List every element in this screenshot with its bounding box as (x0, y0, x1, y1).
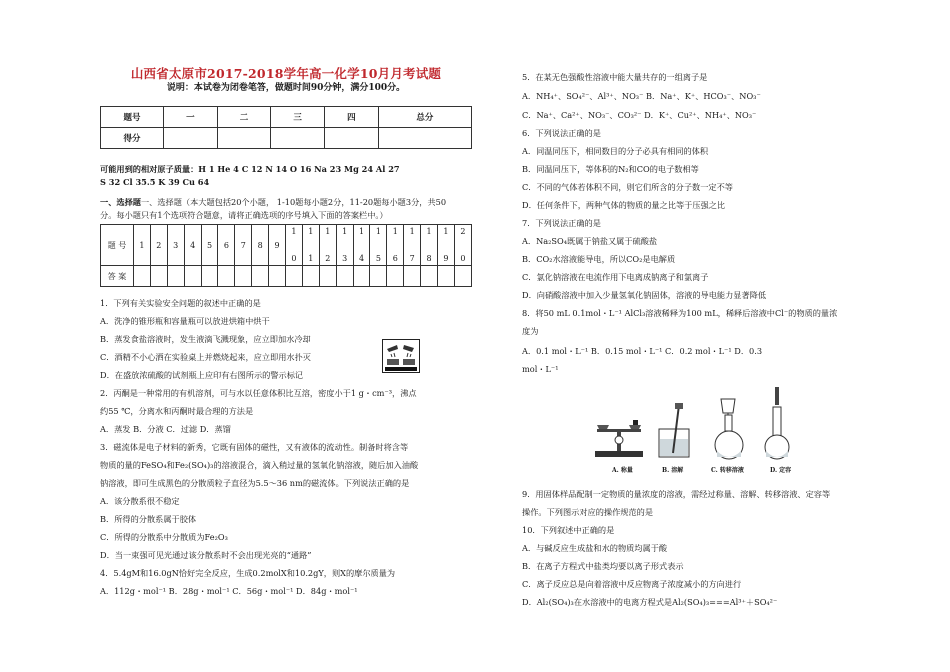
question-text-line: C．不同的气体若体积不同，则它们所含的分子数一定不等 (522, 182, 733, 192)
figure-label: B. 溶解 (662, 467, 684, 474)
figure-label: A. 称量 (612, 467, 633, 474)
question-text-line: 约55 ℃，分离水和丙酮时最合理的方法是 (100, 406, 254, 416)
question-text-line: C．离子反应总是向着溶液中反应物离子浓度减小的方向进行 (522, 579, 742, 589)
lab-operations-figure (593, 385, 801, 473)
score-header: 三 (271, 107, 325, 128)
question-text-line: 度为 (522, 326, 539, 336)
question-text-line: A．NH₄⁺、SO₄²⁻、Al³⁺、NO₃⁻ B．Na⁺、K⁺、HCO₃⁻、NO₃⁻ (522, 91, 761, 101)
question-text-line: A．同温同压下，相同数目的分子必具有相同的体积 (522, 146, 709, 156)
answer-q-digit: 9 (443, 254, 449, 263)
answer-q-number (336, 225, 353, 266)
question-text-line: D．Al₂(SO₄)₃在水溶液中的电离方程式是Al₂(SO₄)₃===Al³⁺＋SO₄²⁻ (522, 597, 778, 607)
question-text-line: A．Na₂SO₄既属于钠盐又属于硫酸盐 (522, 236, 658, 246)
question-text-line: D．任何条件下，两种气体的物质的量之比等于压强之比 (522, 200, 726, 210)
question-text-line: 1．下列有关实验安全问题的叙述中正确的是 (100, 298, 261, 308)
score-header: 总分 (378, 107, 471, 128)
question-text-line: A．112g・mol⁻¹ B．28g・mol⁻¹ C．56g・mol⁻¹ D．84g・mol⁻¹ (100, 586, 358, 596)
question-text-line: 9．用固体样品配制一定物质的量浓度的溶液，需经过称量、溶解、转移溶液、定容等 (522, 489, 831, 499)
question-text-line: A．0.1 mol・L⁻¹ B．0.15 mol・L⁻¹ C．0.2 mol・L⁻¹ D．0.3 (522, 346, 763, 356)
answer-q-digit: 1 (375, 227, 381, 236)
volumetric-flask-transfer-icon (715, 399, 743, 459)
question-text-line: 2．丙酮是一种常用的有机溶剂，可与水以任意体积比互溶，密度小于1 g・cm⁻³，沸点 (100, 388, 417, 398)
answer-q-number (353, 225, 370, 266)
answer-cell[interactable] (218, 266, 235, 287)
beaker-icon (659, 403, 689, 457)
answer-q-digit: 1 (392, 227, 398, 236)
answer-q-digit: 1 (308, 227, 314, 236)
question-text-line: C．Na⁺、Ca²⁺、NO₃⁻、CO₃²⁻ D．K⁺、Cu²⁺、NH₄⁺、NO₃⁻ (522, 110, 757, 120)
answer-q-digit: 1 (325, 227, 331, 236)
figure-label: D. 定容 (770, 467, 792, 474)
score-cell[interactable] (378, 128, 471, 149)
answer-cell[interactable] (252, 266, 269, 287)
answer-cell[interactable] (167, 266, 184, 287)
question-text-line: 操作。下列图示对应的操作规范的是 (522, 507, 654, 517)
answer-q-digit: 0 (460, 254, 466, 263)
question-text-line: mol・L⁻¹ (522, 364, 559, 374)
answer-cell[interactable] (319, 266, 336, 287)
question-text-line: B．CO₂水溶液能导电，所以CO₂是电解质 (522, 254, 676, 264)
answer-cell[interactable] (387, 266, 404, 287)
question-text-line: 7．下列说法正确的是 (522, 218, 601, 228)
question-text-line: 10．下列叙述中正确的是 (522, 525, 615, 535)
answer-q-number: 3 (167, 225, 184, 266)
question-text-line: 3．磁流体是电子材料的新秀，它既有固体的磁性，又有液体的流动性。制备时将含等 (100, 442, 409, 452)
page-title: 山西省太原市2017-2018学年高一化学10月月考试题 (130, 66, 442, 81)
answer-q-label: 题 号 (101, 225, 134, 266)
balance-icon (595, 420, 643, 457)
question-text-line: 6．下列说法正确的是 (522, 128, 601, 138)
answer-q-number: 6 (218, 225, 235, 266)
answer-cell[interactable] (336, 266, 353, 287)
answer-q-digit: 1 (409, 227, 415, 236)
answer-q-number: 4 (184, 225, 201, 266)
answer-q-number: 7 (235, 225, 252, 266)
question-text-line: C．氯化钠溶液在电流作用下电离成钠离子和氯离子 (522, 272, 709, 282)
answer-q-digit: 1 (308, 254, 314, 263)
answer-q-digit: 2 (325, 254, 331, 263)
answer-cell[interactable] (184, 266, 201, 287)
answer-q-number: 8 (252, 225, 269, 266)
question-text-line: A．该分散系很不稳定 (100, 496, 180, 506)
answer-q-digit: 1 (291, 227, 297, 236)
question-text-line: C．所得的分散系中分散质为Fe₂O₃ (100, 532, 228, 542)
answer-q-digit: 2 (460, 227, 466, 236)
score-cell[interactable] (164, 128, 218, 149)
question-text-line: A．与碱反应生成盐和水的物质均属于酸 (522, 543, 668, 553)
answer-q-number (370, 225, 387, 266)
answer-q-digit: 1 (342, 227, 348, 236)
answer-q-digit: 0 (291, 254, 297, 263)
answer-q-digit: 1 (358, 227, 365, 236)
answer-cell[interactable] (454, 266, 471, 287)
section-text: 分。每小题只有1个选项符合题意，请将正确选项的序号填入下面的答案栏中。） (100, 210, 388, 220)
score-header: 题号 (101, 107, 164, 128)
answer-cell[interactable] (269, 266, 286, 287)
answer-q-digit: 1 (443, 227, 449, 236)
question-text-line: 8．将50 mL 0.1mol・L⁻¹ AlCl₃溶液稀释为100 mL，稀释后溶液中Cl⁻的物质的量浓 (522, 308, 838, 318)
answer-q-number: 5 (201, 225, 218, 266)
score-cell[interactable] (325, 128, 379, 149)
question-text-line: A．蒸发 B．分液 C．过滤 D．蒸馏 (100, 424, 231, 434)
answer-q-number: 2 (150, 225, 167, 266)
question-text-line: B．同温同压下，等体积的N₂和CO的电子数相等 (522, 164, 699, 174)
question-text-line: D．当一束强可见光通过该分散系时不会出现光亮的“通路” (100, 550, 312, 560)
answer-q-digit: 7 (409, 254, 415, 263)
answer-q-digit: 6 (392, 254, 398, 263)
score-row-label: 得分 (101, 128, 164, 149)
answer-cell[interactable] (353, 266, 370, 287)
question-text-line: B．蒸发食盐溶液时，发生液滴飞溅现象，应立即加水冷却 (100, 334, 311, 344)
answer-q-digit: 5 (375, 254, 381, 263)
answer-cell[interactable] (404, 266, 421, 287)
answer-q-digit: 3 (342, 254, 348, 263)
answer-q-digit: 8 (426, 254, 432, 263)
question-text-line: 5．在某无色强酸性溶液中能大量共存的一组离子是 (522, 72, 708, 82)
score-header: 二 (217, 107, 271, 128)
section-text: 一、选择题（本大题包括20个小题， 1-10题每小题2分，11-20题每小题3分，共50 (140, 197, 447, 207)
exam-instructions: 说明：本试卷为闭卷笔答，做题时间90分钟，满分100分。 (166, 83, 406, 93)
question-text-line: 4．5.4gM和16.0gN恰好完全反应，生成0.2molX和10.2gY，则X的摩尔质量为 (100, 568, 396, 578)
answer-q-digit: 1 (426, 227, 432, 236)
score-cell[interactable] (217, 128, 271, 149)
answer-cell[interactable] (134, 266, 151, 287)
figure-label: C. 转移溶液 (711, 467, 744, 474)
section-heading: 一、选择题一、选择题（本大题包括20个小题， 1-10题每小题2分，11-20题每小题3分，共50 (100, 197, 447, 207)
answer-cell[interactable] (421, 266, 438, 287)
volumetric-flask-dropper-icon (765, 387, 789, 459)
answer-q-number (438, 225, 455, 266)
answer-cell[interactable] (286, 266, 303, 287)
question-text-line: B．在离子方程式中盐类均要以离子形式表示 (522, 561, 684, 571)
question-text-line: D．向硝酸溶液中加入少量氢氧化钠固体，溶液的导电能力显著降低 (522, 290, 767, 300)
answer-table (100, 224, 472, 287)
atomic-masses-line: S 32 Cl 35.5 K 39 Cu 64 (100, 177, 210, 187)
score-cell[interactable] (271, 128, 325, 149)
question-text-line: A．洗净的锥形瓶和容量瓶可以放进烘箱中烘干 (100, 316, 270, 326)
question-text-line: 物质的量的FeSO₄和Fe₂(SO₄)₃的溶液混合，滴入稍过量的氢氧化钠溶液，随后加入油酸 (100, 460, 419, 470)
answer-a-label: 答 案 (101, 266, 134, 287)
answer-cell[interactable] (438, 266, 455, 287)
answer-q-number (387, 225, 404, 266)
answer-q-number: 9 (269, 225, 286, 266)
answer-q-number (454, 225, 471, 266)
question-text-line: 钠溶液，即可生成黑色的分散质粒子直径为5.5～36 nm的磁流体。下列说法正确的是 (100, 478, 410, 488)
question-text-line: D．在盛放浓硫酸的试剂瓶上应印有右图所示的警示标记 (100, 370, 304, 380)
answer-q-number (404, 225, 421, 266)
answer-cell[interactable] (150, 266, 167, 287)
answer-cell[interactable] (201, 266, 218, 287)
corrosive-warning-icon (382, 339, 420, 373)
answer-cell[interactable] (370, 266, 387, 287)
answer-q-number (319, 225, 336, 266)
answer-q-number (286, 225, 303, 266)
score-header: 一 (164, 107, 218, 128)
question-text-line: C．酒精不小心洒在实验桌上并燃烧起来，应立即用水扑灭 (100, 352, 311, 362)
answer-q-digit: 4 (358, 254, 365, 263)
answer-q-number: 1 (134, 225, 151, 266)
answer-cell[interactable] (235, 266, 252, 287)
answer-cell[interactable] (302, 266, 319, 287)
answer-q-number (302, 225, 319, 266)
score-table (100, 106, 472, 149)
answer-q-number (421, 225, 438, 266)
atomic-masses-line: 可能用到的相对原子质量：H 1 He 4 C 12 N 14 O 16 Na 23 Mg 24 Al 27 (100, 164, 400, 174)
question-text-line: B．所得的分散系属于胶体 (100, 514, 197, 524)
score-header: 四 (325, 107, 379, 128)
